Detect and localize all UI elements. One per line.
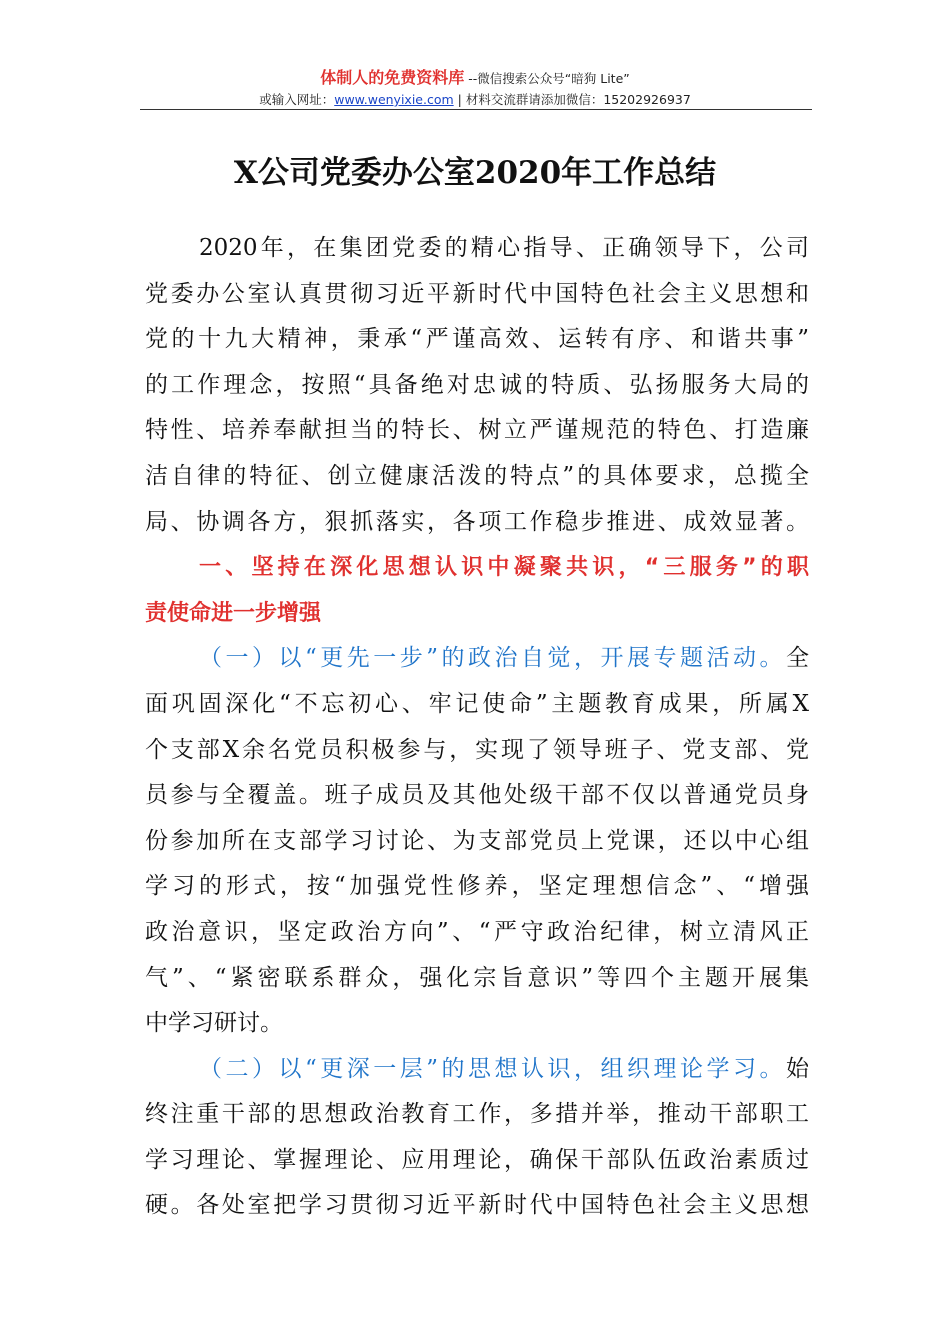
paragraph-text: 全 <box>786 645 809 672</box>
contact-info: | 材料交流群请添加微信：15202926937 <box>453 92 691 107</box>
subsection-title: （二）以“更深一层”的思想认识，组织理论学习。 <box>199 1055 786 1082</box>
paragraph-line: 中学习研讨。 <box>145 1010 283 1037</box>
paragraph-line: 学习的形式，按“加强党性修养，坚定理想信念”、“增强 <box>145 873 809 900</box>
paragraph-line: 员参与全覆盖。班子成员及其他处级干部不仅以普通党员身 <box>145 782 809 809</box>
header-contact <box>140 91 810 109</box>
paragraph-line: 局、协调各方，狠抓落实，各项工作稳步推进、成效显著。 <box>145 508 809 535</box>
paragraph-line: 洁自律的特征、创立健康活泼的特点”的具体要求，总揽全 <box>145 462 809 489</box>
paragraph-line: 个支部X余名党员积极参与，实现了领导班子、党支部、党 <box>145 736 809 763</box>
section-heading: 责使命进一步增强 <box>145 600 322 626</box>
subsection-title: （一）以“更先一步”的政治自觉，开展专题活动。 <box>199 645 786 672</box>
section-heading: 一、坚持在深化思想认识中凝聚共识，“三服务”的职 <box>199 555 809 581</box>
paragraph-line: 的工作理念，按照“具备绝对忠诚的特质、弘扬服务大局的 <box>145 371 809 398</box>
paragraph-line: 面巩固深化“不忘初心、牢记使命”主题教育成果，所属X <box>145 690 809 717</box>
page-header <box>140 68 810 109</box>
paragraph-line: 特性、培养奉献担当的特长、树立严谨规范的特色、打造廉 <box>145 417 809 444</box>
url-prefix: 或输入网址： <box>259 92 335 107</box>
paragraph-line: 党委办公室认真贯彻习近平新时代中国特色社会主义思想和 <box>145 280 809 307</box>
website-link[interactable]: www.wenyixie.com <box>334 92 454 107</box>
header-banner <box>140 68 810 89</box>
paragraph-line: 气”、“紧密联系群众，强化宗旨意识”等四个主题开展集 <box>145 964 809 991</box>
paragraph-line: 党的十九大精神，秉承“严谨高效、运转有序、和谐共事” <box>145 326 809 353</box>
document-title: X公司党委办公室2020年工作总结 <box>233 155 717 191</box>
subsection-first-line <box>145 1047 809 1093</box>
subsection-first-line <box>145 636 809 682</box>
paragraph-line: 政治意识，坚定政治方向”、“严守政治纪律，树立清风正 <box>145 918 809 945</box>
paragraph-line: 2020年，在集团党委的精心指导、正确领导下，公司 <box>199 235 809 261</box>
paragraph-line: 学习理论、掌握理论、应用理论，确保干部队伍政治素质过 <box>145 1146 809 1173</box>
paragraph-line: 硬。各处室把学习贯彻习近平新时代中国特色社会主义思想 <box>145 1192 809 1219</box>
header-divider <box>140 109 812 110</box>
paragraph-line: 终注重干部的思想政治教育工作，多措并举，推动干部职工 <box>145 1101 809 1128</box>
paragraph-text: 始 <box>786 1055 809 1082</box>
document-body <box>145 226 809 1229</box>
paragraph-line: 份参加所在支部学习讨论、为支部党员上党课，还以中心组 <box>145 827 809 854</box>
search-hint: --微信搜索公众号“暗狗 Lite” <box>464 71 630 86</box>
site-name: 体制人的免费资料库 <box>320 68 465 87</box>
